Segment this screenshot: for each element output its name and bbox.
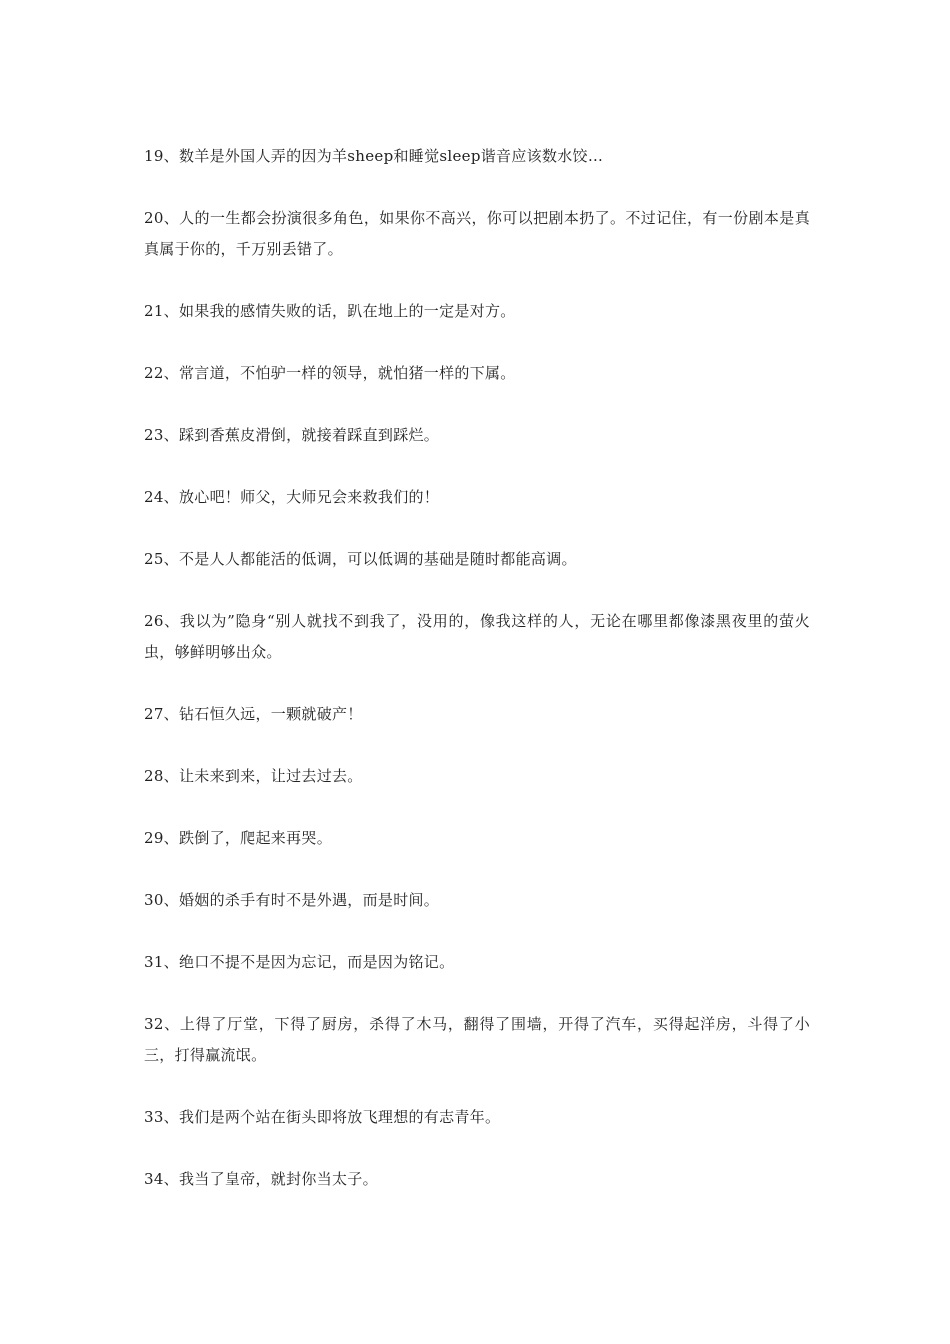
paragraph-20: 20、人的一生都会扮演很多角色，如果你不高兴，你可以把剧本扔了。不过记住，有一份剧本是真真属于你的，千万别丢错了。	[144, 209, 810, 258]
paragraph-26: 26、我以为”隐身“别人就找不到我了，没用的，像我这样的人，无论在哪里都像漆黑夜里的萤火虫，够鲜明够出众。	[144, 612, 810, 661]
document-body	[144, 141, 810, 1226]
paragraph-21: 21、如果我的感情失败的话，趴在地上的一定是对方。	[144, 302, 516, 320]
paragraph-22: 22、常言道，不怕驴一样的领导，就怕猪一样的下属。	[144, 364, 516, 382]
paragraph-30: 30、婚姻的杀手有时不是外遇，而是时间。	[144, 891, 440, 909]
paragraph-33: 33、我们是两个站在街头即将放飞理想的有志青年。	[144, 1108, 501, 1126]
paragraph-34: 34、我当了皇帝，就封你当太子。	[144, 1170, 378, 1188]
paragraph-23: 23、踩到香蕉皮滑倒，就接着踩直到踩烂。	[144, 426, 440, 444]
paragraph-27: 27、钻石恒久远，一颗就破产！	[144, 705, 363, 723]
paragraph-28: 28、让未来到来，让过去过去。	[144, 767, 363, 785]
paragraph-31: 31、绝口不提不是因为忘记，而是因为铭记。	[144, 953, 455, 971]
paragraph-32: 32、上得了厅堂，下得了厨房，杀得了木马，翻得了围墙，开得了汽车，买得起洋房，斗得了小三，打得赢流氓。	[144, 1015, 810, 1064]
paragraph-25: 25、不是人人都能活的低调，可以低调的基础是随时都能高调。	[144, 550, 577, 568]
paragraph-24: 24、放心吧！师父，大师兄会来救我们的！	[144, 488, 440, 506]
paragraph-29: 29、跌倒了，爬起来再哭。	[144, 829, 332, 847]
paragraph-19: 19、数羊是外国人弄的因为羊sheep和睡觉sleep谐音应该数水饺…	[144, 147, 604, 165]
